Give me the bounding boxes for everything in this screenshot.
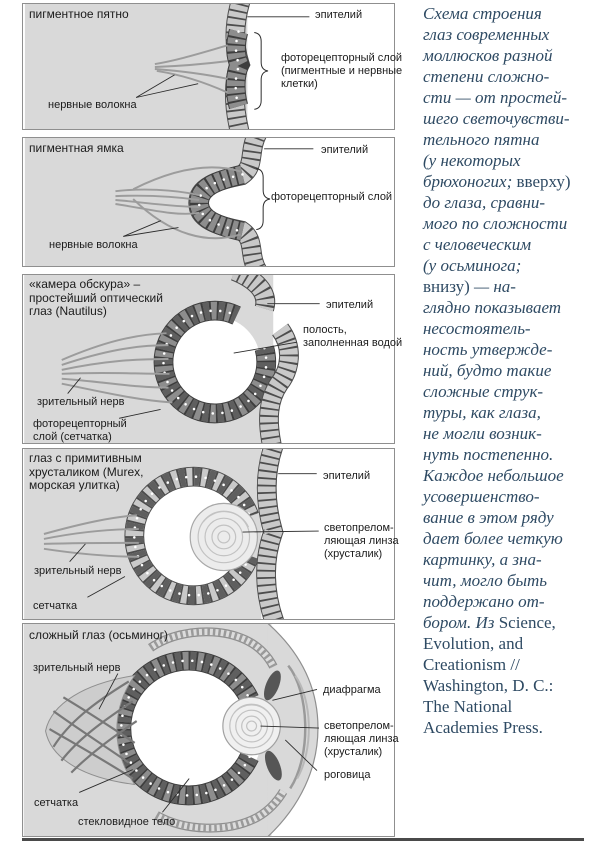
label-photoreceptor-layer: фоторецепторный слой (сетчатка) [33,418,127,443]
caption-line: степени сложно- [423,67,550,86]
caption-line: чит, могло быть [423,571,548,590]
caption-line: сложные струк- [423,382,544,401]
caption-line: усовершенство- [423,487,540,506]
caption-line: шего светочувстви- [423,109,570,128]
caption-line: The National [423,697,513,716]
label-photoreceptor-layer: фоторецепторный слой (пигментные и нервные клетки) [281,52,403,90]
label-epithelium: эпителий [321,144,369,156]
label-photoreceptor-layer: фоторецепторный слой [271,191,393,203]
caption-line: Creationism // [423,655,520,674]
label-optic-nerve: зрительный нерв [37,396,125,408]
caption-line: внизу) — на- [423,277,516,296]
label-diaphragm: диафрагма [323,684,381,696]
caption-line: бором. Из Science, [423,613,556,632]
figure-bottom-border [22,838,584,841]
caption-line: ность утвержде- [423,340,553,359]
caption-line: до глаза, сравни- [423,193,546,212]
caption-line: глаз современных [423,25,550,44]
panel-title: пигментное пятно [29,7,129,21]
label-lens: светопрелом- ляющая линза (хрусталик) [324,522,399,560]
label-nerve-fibers: нервные волокна [49,239,138,251]
caption-line: Каждое небольшое [423,466,564,485]
caption-line: Washington, D. C.: [423,676,554,695]
caption-line: поддержано от- [423,592,545,611]
panel-pigment-spot [22,3,403,130]
caption-line: несостоятель- [423,319,531,338]
label-epithelium: эпителий [326,299,374,311]
caption-line: с человеческим [423,235,532,254]
panel-title: глаз с примитивным хрусталиком (Murex, морская улитка) [29,451,144,492]
label-nerve-fibers: нервные волокна [48,99,137,111]
caption-line: дает более четкую [423,529,563,548]
caption-line: вание в этом ряду [423,508,554,527]
caption-line: не могли возник- [423,424,542,443]
caption-line: Evolution, and [423,634,524,653]
label-retina: сетчатка [33,600,78,612]
caption-line: тельного пятна [423,130,540,149]
panel-title: пигментная ямка [29,141,124,155]
caption-line: мого по сложности [423,214,568,233]
caption-line: глядно показывает [423,298,562,317]
caption-line: туры, как глаза, [423,403,541,422]
caption-line: картинку, а зна- [423,550,542,569]
caption-line: Academies Press. [423,718,543,737]
label-water-cavity: полость, заполненная водой [303,324,403,349]
label-lens: светопрелом- ляющая линза (хрусталик) [324,720,399,758]
label-optic-nerve: зрительный нерв [34,565,122,577]
caption-line: Схема строения [423,4,542,23]
panel-pigment-cup [22,137,395,267]
label-vitreous-body: стекловидное тело [78,816,176,828]
panel-complex-eye [22,623,399,837]
caption-line: (у некоторых [423,151,521,170]
label-optic-nerve: зрительный нерв [33,662,121,674]
label-epithelium: эпителий [323,470,371,482]
caption-line: нуть постепенно. [423,445,554,464]
panel-title: «камера обскура» – простейший оптический глаз (Nautilus) [29,277,163,318]
panel-camera-obscura [22,274,403,444]
label-epithelium: эпителий [315,9,363,21]
panel-primitive-lens-eye [22,448,399,620]
caption-line: (у осьминога; [423,256,522,275]
caption-line: сти — от простей- [423,88,567,107]
caption-line: брюхоногих; вверху) [423,172,571,191]
label-retina: сетчатка [34,797,79,809]
figure-caption [423,3,598,738]
label-cornea: роговица [324,769,371,781]
caption-line: ний, будто такие [423,361,552,380]
caption-line: моллюсков разной [423,46,553,65]
panel-title: сложный глаз (осьминог) [29,628,169,642]
